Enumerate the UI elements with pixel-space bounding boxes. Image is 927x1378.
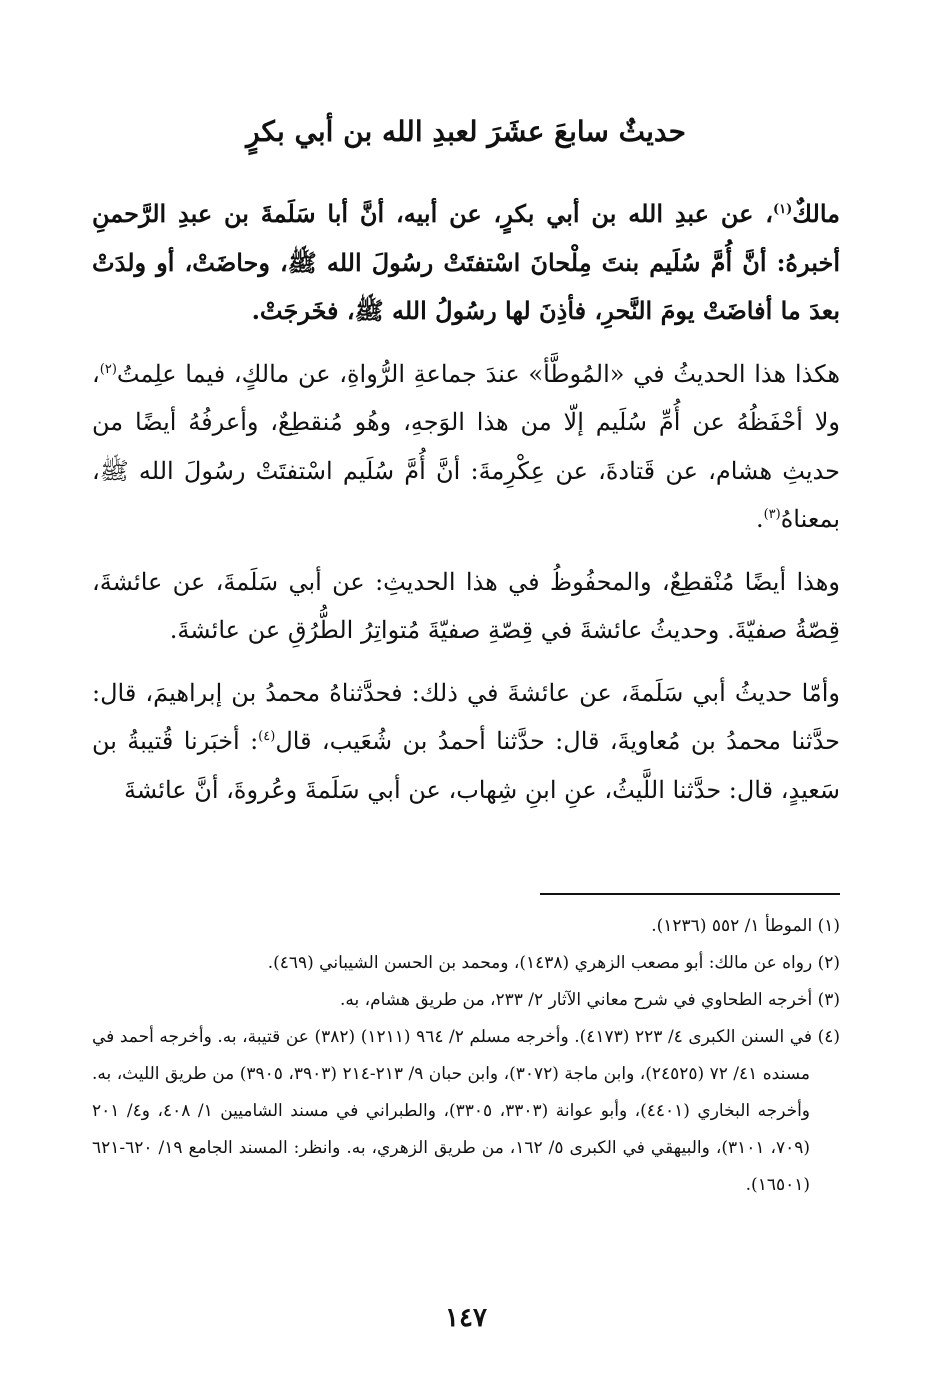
footnote-separator <box>540 893 840 895</box>
text-run: : أخبَرنا قُتيبةُ بن سَعيدٍ، قال: حدَّثنا اللَّيثُ، عنِ ابنِ شِهاب، عن أبي سَلَمةَ وعُروةَ، أنَّ عائشةَ <box>92 727 840 804</box>
hadith-heading: حديثٌ سابعَ عشَرَ لعبدِ الله بن أبي بكرٍ <box>246 115 686 148</box>
text-run: مالكٌ <box>792 199 840 228</box>
commentary-paragraph-1 <box>92 350 840 544</box>
text-run: ، ولا أحْفَظُهُ عن أُمِّ سُلَيم إلّا من هذا الوَجهِ، وهُو مُنقطِعٌ، وأعرفُهُ أيضًا من حديثِ هشام، عن قَتادةَ، عن عِكْرِمةَ: أنَّ أُمَّ سُلَيم اسْتفتَتْ رسُولَ الله ﷺ، بمعناهُ <box>92 359 840 533</box>
footnote-ref-4: (٤) <box>258 729 276 744</box>
footnote-ref-2: (٢) <box>99 361 117 377</box>
footnote-ref-1: (١) <box>772 202 793 217</box>
text-run: هكذا هذا الحديثُ في «المُوطَّأ» عندَ جماعةِ الرُّواةِ، عن مالكٍ، فيما علِمتُ <box>116 359 840 388</box>
footnotes-list <box>92 908 840 1204</box>
footnote-4: (٤) في السنن الكبرى ٤/ ٢٢٣ (٤١٧٣). وأخرجه مسلم ٢/ ٩٦٤ (١٢١١) (٣٨٢) عن قتيبة، به. وأخرجه أحمد في مسنده ٤١/ ٧٢ (٢٤٥٢٥)، وابن ماجة (٣٠٧٢)، وابن حبان ٩/ ٢١٣-٢١٤ (٣٩٠٣، ٣٩٠٥) من طريق الليث، به. وأخرجه البخاري (٤٤٠١)، وأبو عوانة (٣٣٠٣، ٣٣٠٥)، والطبراني في مسند الشاميين ١/ ٤٠٨، و٤/ ٢٠١ (٧٠٩، ٣١٠١)، والبيهقي في الكبرى ٥/ ١٦٢، من طريق الزهري، به. وانظر: المسند الجامع ١٩/ ٦٢٠-٦٢١ (١٦٥٠١). <box>92 1027 840 1195</box>
text-run: ، عن عبدِ الله بن أبي بكرٍ، عن أبيه، أنَّ أبا سَلَمةَ بن عبدِ الرَّحمنِ أخبرهُ: أنَّ أُمَّ سُلَيم بنتَ مِلْحانَ اسْتفتَتْ رسُولَ الله ﷺ، وحاضَتْ، أو ولدَتْ بعدَ ما أفاضَتْ يومَ النَّحرِ، فأذِنَ لها رسُولُ الله ﷺ، فخَرجَتْ. <box>92 199 840 325</box>
footnote-1: (١) الموطأ ١/ ٥٥٢ (١٢٣٦). <box>651 916 840 936</box>
footnote-2: (٢) رواه عن مالك: أبو مصعب الزهري (١٤٣٨)، ومحمد بن الحسن الشيباني (٤٦٩). <box>267 953 840 973</box>
hadith-text-paragraph <box>92 190 840 336</box>
text-run: . <box>755 505 764 533</box>
footnote-3: (٣) أخرجه الطحاوي في شرح معاني الآثار ٢/ ٢٣٣، من طريق هشام، به. <box>339 990 840 1010</box>
footnote-ref-3: (٣) <box>763 507 781 522</box>
commentary-paragraph-3 <box>92 669 840 815</box>
main-text <box>92 190 840 828</box>
text-run: وأمّا حديثُ أبي سَلَمةَ، عن عائشةَ في ذلك: فحدَّثناهُ محمدُ بن إبراهيمَ، قال: حدَّثنا محمدُ بن مُعاويةَ، قال: حدَّثنا أحمدُ بن شُعَيب، قال <box>92 678 841 755</box>
page-number: ١٤٧ <box>445 1303 487 1333</box>
book-page <box>92 0 840 1378</box>
commentary-paragraph-2: وهذا أيضًا مُنْقطِعٌ، والمحفُوظُ في هذا الحديثِ: عن أبي سَلَمةَ، عن عائشةَ، قِصّةُ صفيّةَ. وحديثُ عائشةَ في قِصّةِ صفيّةَ مُتواتِرُ الطُّرُقِ عن عائشةَ. <box>92 567 840 644</box>
